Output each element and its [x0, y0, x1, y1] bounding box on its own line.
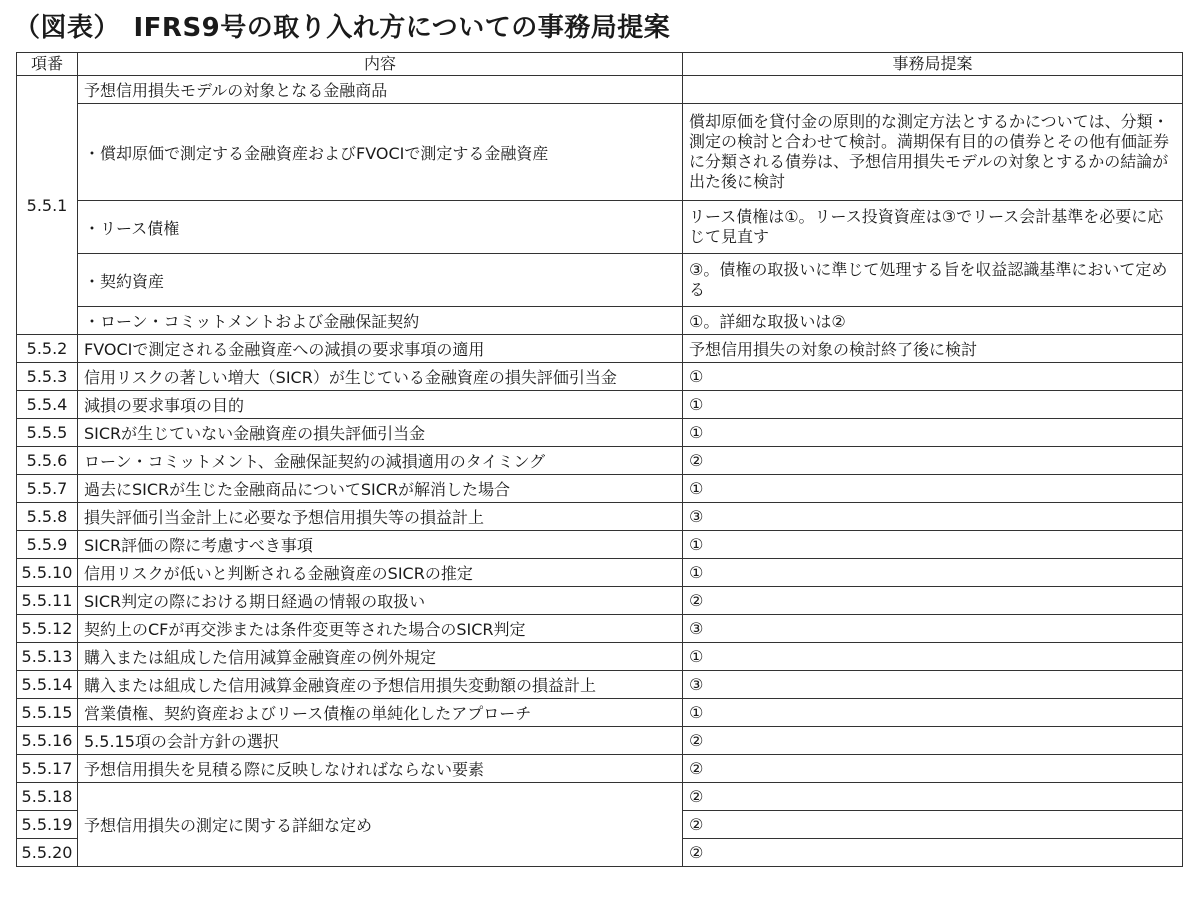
table-row	[17, 671, 1183, 699]
item-content: 購入または組成した信用減算金融資産の予想信用損失変動額の損益計上	[78, 671, 683, 699]
item-number: 5.5.16	[17, 727, 78, 755]
table-row	[17, 559, 1183, 587]
item-content: 信用リスクが低いと判断される金融資産のSICRの推定	[78, 559, 683, 587]
item-number: 5.5.20	[17, 839, 78, 867]
item-proposal: ③	[683, 615, 1183, 643]
item-content: 過去にSICRが生じた金融商品についてSICRが解消した場合	[78, 475, 683, 503]
item-proposal: ②	[683, 783, 1183, 811]
table-row	[17, 104, 1183, 201]
item-proposal: ②	[683, 755, 1183, 783]
item-number: 5.5.7	[17, 475, 78, 503]
item-content: SICRが生じていない金融資産の損失評価引当金	[78, 419, 683, 447]
item-number: 5.5.12	[17, 615, 78, 643]
item-number: 5.5.5	[17, 419, 78, 447]
table-row	[17, 335, 1183, 363]
header-content: 内容	[78, 53, 683, 76]
table-row	[17, 447, 1183, 475]
item-proposal: ①	[683, 699, 1183, 727]
item-content: 購入または組成した信用減算金融資産の例外規定	[78, 643, 683, 671]
item-proposal: 予想信用損失の対象の検討終了後に検討	[683, 335, 1183, 363]
item-content: ・リース債権	[78, 201, 683, 254]
table-row	[17, 643, 1183, 671]
item-proposal: ①	[683, 475, 1183, 503]
table-row	[17, 201, 1183, 254]
header-item-no: 項番	[17, 53, 78, 76]
table-row	[17, 615, 1183, 643]
item-proposal: ②	[683, 839, 1183, 867]
table-row	[17, 391, 1183, 419]
item-number: 5.5.15	[17, 699, 78, 727]
table-row	[17, 254, 1183, 307]
item-proposal: リース債権は①。リース投資資産は③でリース会計基準を必要に応じて見直す	[683, 201, 1183, 254]
item-number: 5.5.17	[17, 755, 78, 783]
table-row	[17, 783, 1183, 811]
table-row	[17, 419, 1183, 447]
item-number: 5.5.3	[17, 363, 78, 391]
item-proposal: ①	[683, 391, 1183, 419]
item-content: 営業債権、契約資産およびリース債権の単純化したアプローチ	[78, 699, 683, 727]
item-content: 予想信用損失の測定に関する詳細な定め	[78, 783, 683, 867]
item-content: 5.5.15項の会計方針の選択	[78, 727, 683, 755]
item-number: 5.5.19	[17, 811, 78, 839]
item-content: 予想信用損失モデルの対象となる金融商品	[78, 76, 683, 104]
item-number: 5.5.1	[17, 76, 78, 335]
table-row	[17, 363, 1183, 391]
table-row	[17, 475, 1183, 503]
item-content: SICR評価の際に考慮すべき事項	[78, 531, 683, 559]
item-proposal: ①	[683, 643, 1183, 671]
item-proposal: ②	[683, 727, 1183, 755]
table-row	[17, 531, 1183, 559]
item-proposal: ①	[683, 363, 1183, 391]
table-row	[17, 76, 1183, 104]
item-number: 5.5.9	[17, 531, 78, 559]
item-content: 信用リスクの著しい増大（SICR）が生じている金融資産の損失評価引当金	[78, 363, 683, 391]
item-content: 損失評価引当金計上に必要な予想信用損失等の損益計上	[78, 503, 683, 531]
item-number: 5.5.4	[17, 391, 78, 419]
item-proposal: ②	[683, 587, 1183, 615]
table-row	[17, 307, 1183, 335]
item-proposal: ②	[683, 811, 1183, 839]
item-content: ・ローン・コミットメントおよび金融保証契約	[78, 307, 683, 335]
item-content: 契約上のCFが再交渉または条件変更等された場合のSICR判定	[78, 615, 683, 643]
item-proposal: 償却原価を貸付金の原則的な測定方法とするかについては、分類・測定の検討と合わせて検討。満期保有目的の債券とその他有価証券に分類される債券は、予想信用損失モデルの対象とするかの結論が出た後に検討	[683, 104, 1183, 201]
item-number: 5.5.6	[17, 447, 78, 475]
item-proposal	[683, 76, 1183, 104]
item-number: 5.5.13	[17, 643, 78, 671]
table-row	[17, 503, 1183, 531]
proposal-table	[16, 52, 1183, 867]
item-proposal: ②	[683, 447, 1183, 475]
item-number: 5.5.11	[17, 587, 78, 615]
item-content: ・契約資産	[78, 254, 683, 307]
item-proposal: ①	[683, 531, 1183, 559]
item-content: FVOCIで測定される金融資産への減損の要求事項の適用	[78, 335, 683, 363]
item-content: 予想信用損失を見積る際に反映しなければならない要素	[78, 755, 683, 783]
item-number: 5.5.14	[17, 671, 78, 699]
item-number: 5.5.2	[17, 335, 78, 363]
table-row	[17, 727, 1183, 755]
table-row	[17, 755, 1183, 783]
item-content: ・償却原価で測定する金融資産およびFVOCIで測定する金融資産	[78, 104, 683, 201]
item-proposal: ①	[683, 559, 1183, 587]
item-number: 5.5.8	[17, 503, 78, 531]
item-proposal: ③	[683, 503, 1183, 531]
item-proposal: ①。詳細な取扱いは②	[683, 307, 1183, 335]
item-proposal: ③	[683, 671, 1183, 699]
item-content: ローン・コミットメント、金融保証契約の減損適用のタイミング	[78, 447, 683, 475]
table-row	[17, 587, 1183, 615]
header-proposal: 事務局提案	[683, 53, 1183, 76]
item-content: 減損の要求事項の目的	[78, 391, 683, 419]
header-row	[17, 53, 1183, 76]
item-number: 5.5.10	[17, 559, 78, 587]
item-content: SICR判定の際における期日経過の情報の取扱い	[78, 587, 683, 615]
page-title: （図表） IFRS9号の取り入れ方についての事務局提案	[14, 13, 671, 43]
table-row	[17, 699, 1183, 727]
item-proposal: ③。債権の取扱いに準じて処理する旨を収益認識基準において定める	[683, 254, 1183, 307]
item-proposal: ①	[683, 419, 1183, 447]
item-number: 5.5.18	[17, 783, 78, 811]
